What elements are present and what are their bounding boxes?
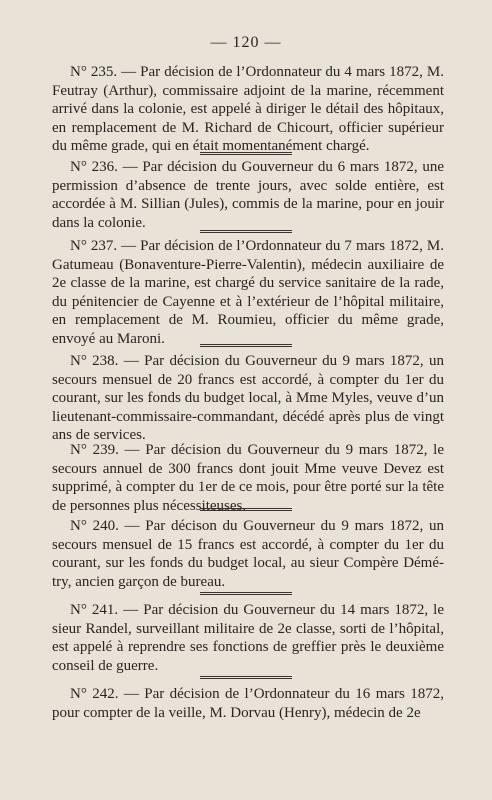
decision-entry-235: N° 235. — Par décision de l’Ordonnateur du 4 mars 1872, M. Feutray (Arthur), commissaire adjoint de la marine, récemment arrivé dans la colonie, est appelé à diriger le détail des hôpitaux, en remplacement de M. Richard de Chicourt, officier supérieur du même grade, qui en était momentanément chargé. <box>52 64 444 155</box>
separator-rule <box>200 676 292 679</box>
decision-entry-237: N° 237. — Par décision de l’Ordonnateur du 7 mars 1872, M. Gatumeau (Bonaventure-Pierre-Valentin), médecin auxiliaire de 2e classe de la marine, est chargé du service sanitaire de la rade, du pénitencier de Cayenne et à l’extérieur de l’hôpital militaire, en remplacement de M. Roumieu, officier du même grade, envoyé au Maroni. <box>52 238 444 347</box>
separator-rule <box>200 344 292 347</box>
page-number-header: — 120 — <box>210 34 282 51</box>
separator-rule <box>200 508 292 511</box>
separator-rule <box>200 230 292 233</box>
decision-entry-242: N° 242. — Par décision de l’Ordonnateur du 16 mars 1872, pour compter de la veille, M. Dorvau (Henry), médecin de 2e <box>52 686 444 721</box>
separator-rule <box>200 152 292 155</box>
decision-entry-241: N° 241. — Par décision du Gouverneur du 14 mars 1872, le sieur Randel, surveillant militaire de 2e classe, sorti de l’hôpital, est appelé à reprendre ses fonctions de greffier près le deuxième conseil de guerre. <box>52 602 444 674</box>
decision-entry-236: N° 236. — Par décision du Gouverneur du 6 mars 1872, une permission d’absence de trente jours, avec solde entière, est accordée à M. Sillian (Jules), commis de la marine, pour en jouir dans la colonie. <box>52 159 444 231</box>
decision-entry-238: N° 238. — Par décision du Gouverneur du 9 mars 1872, un secours mensuel de 20 francs est accordé, à compter du 1er du courant, sur les fonds du budget local, à Mme Myles, veuve d’un lieutenant-commissaire-commandant, décédé après plus de vingt ans de services. <box>52 353 444 444</box>
decision-entry-239: N° 239. — Par décision du Gouverneur du 9 mars 1872, le secours annuel de 300 francs dont jouit Mme veuve Devez est supprimé, à compter du 1er de ce mois, pour être porté sur la tête de personnes plus nécessiteuses. <box>52 442 444 514</box>
separator-rule <box>200 592 292 595</box>
decision-entry-240: N° 240. — Par décison du Gouverneur du 9 mars 1872, un secours mensuel de 15 francs est accordé, à compter du 1er du courant, sur les fonds du budget local, au sieur Compère Démé-try, ancien garçon de bureau. <box>52 518 444 590</box>
